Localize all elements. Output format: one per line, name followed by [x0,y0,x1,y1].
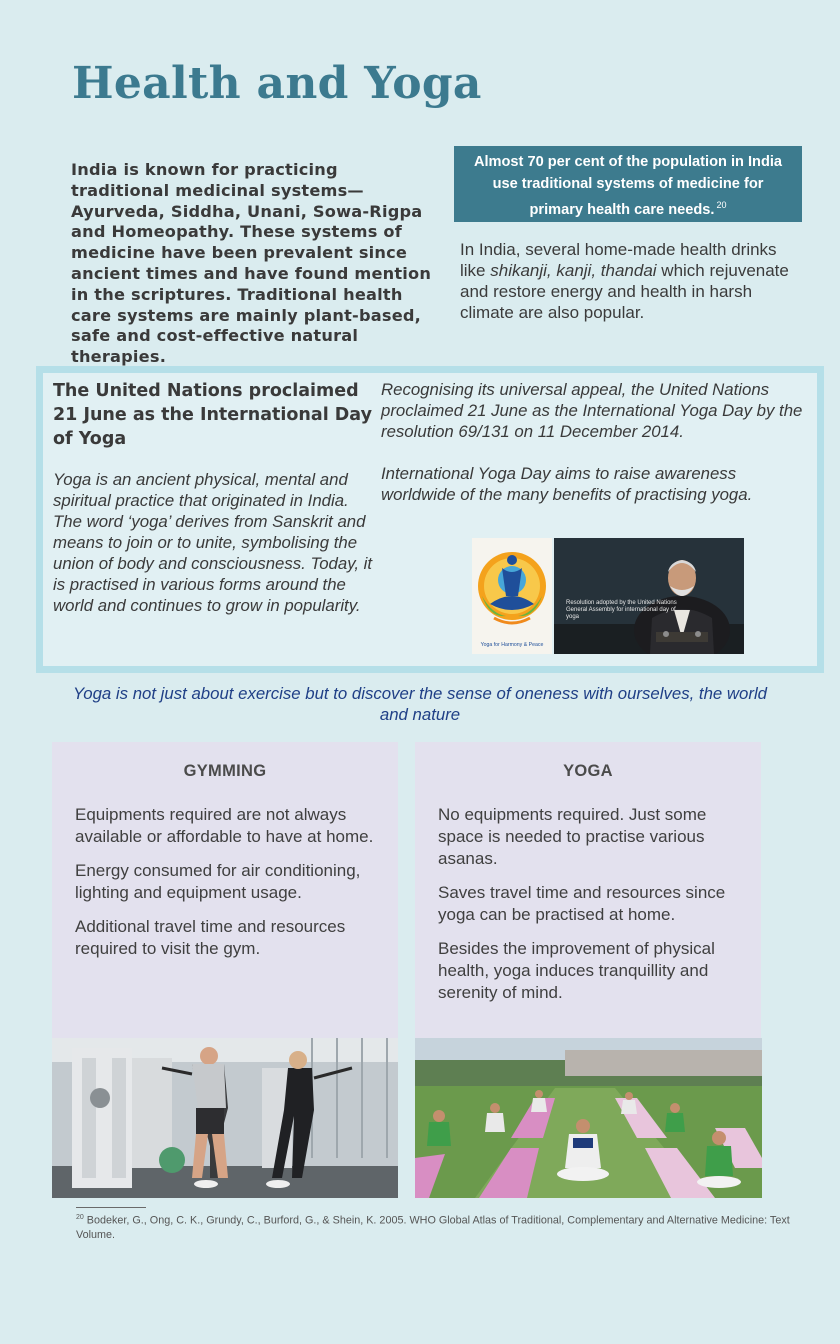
drinks-lead: In India, several home-made health drinks like [460,240,777,280]
gymming-panel [52,742,398,1038]
footnote [76,1211,798,1242]
logo-tagline: Yoga for Harmony & Peace [480,642,544,648]
statistic-callout [454,146,802,222]
yoga-points [438,804,748,1016]
resolution-paragraph: Recognising its universal appeal, the United Nations proclaimed 21 June as the International Yoga Day by the resolution 69/131 on 11 December 2014. [381,380,803,441]
health-drinks-paragraph [460,239,802,323]
yoga-day-heading: The United Nations proclaimed 21 June as the International Day of Yoga [53,381,372,449]
gymming-point: Equipments required are not always available or affordable to have at home. [75,805,374,846]
yoga-description: Yoga is an ancient physical, mental and spiritual practice that originated in India. The word ‘yoga’ derives from Sanskrit and means to join or to unite, symbolising the union of body and consciousness. Today, it is practised in various forms around the world and continues to grow in popularity. [53,470,373,615]
yoga-day-logo-image [472,538,552,654]
yoga-group-photo [415,1038,762,1198]
footnote-text: Bodeker, G., Ong, C. K., Grundy, C., Burford, G., & Shein, K. 2005. WHO Global Atlas of Traditional, Complementary and Alternative Medicine: Text Volume. [76,1214,790,1241]
yoga-panel [415,742,761,1038]
yoga-title: YOGA [563,762,613,780]
footnote-marker: 20 [76,1214,84,1221]
yoga-point: Besides the improvement of physical health, yoga induces tranquillity and serenity of mind. [438,939,715,1002]
yoga-day-details [381,379,806,505]
yoga-quote: Yoga is not just about exercise but to discover the sense of oneness with ourselves, the world and nature [72,684,768,724]
yoga-point: No equipments required. Just some space is needed to practise various asanas. [438,805,707,868]
gymming-points [75,804,385,972]
intro-paragraph: India is known for practicing traditional medicinal systems—Ayurveda, Siddha, Unani, Sowa-Rigpa and Homeopathy. These systems of medicine have been prevalent since ancient times and have found mention in the scriptures. Traditional health care systems are mainly plant-based, safe and cost-effective natural therapies. [71,160,432,367]
footnote-reference: 20 [716,200,727,210]
awareness-paragraph: International Yoga Day aims to raise awareness worldwide of the many benefits of practising yoga. [381,464,753,504]
un-assembly-photo [554,538,744,654]
footnote-divider [76,1207,146,1208]
statistic-text: Almost 70 per cent of the population in India use traditional systems of medicine for primary health care needs. [473,154,783,218]
gymming-title: GYMMING [183,762,267,780]
drinks-items: shikanji, kanji, thandai [490,261,657,280]
gymming-point: Additional travel time and resources required to visit the gym. [75,917,346,958]
gymming-point: Energy consumed for air conditioning, lighting and equipment usage. [75,861,361,902]
photo-caption: Resolution adopted by the United Nations General Assembly for international day of yoga [566,600,677,620]
page-title: Health and Yoga [72,58,482,109]
drinks-tail: which rejuvenate and restore energy and health in harsh climate are also popular. [460,261,789,322]
gym-photo [52,1038,398,1198]
yoga-point: Saves travel time and resources since yoga can be practised at home. [438,883,726,924]
